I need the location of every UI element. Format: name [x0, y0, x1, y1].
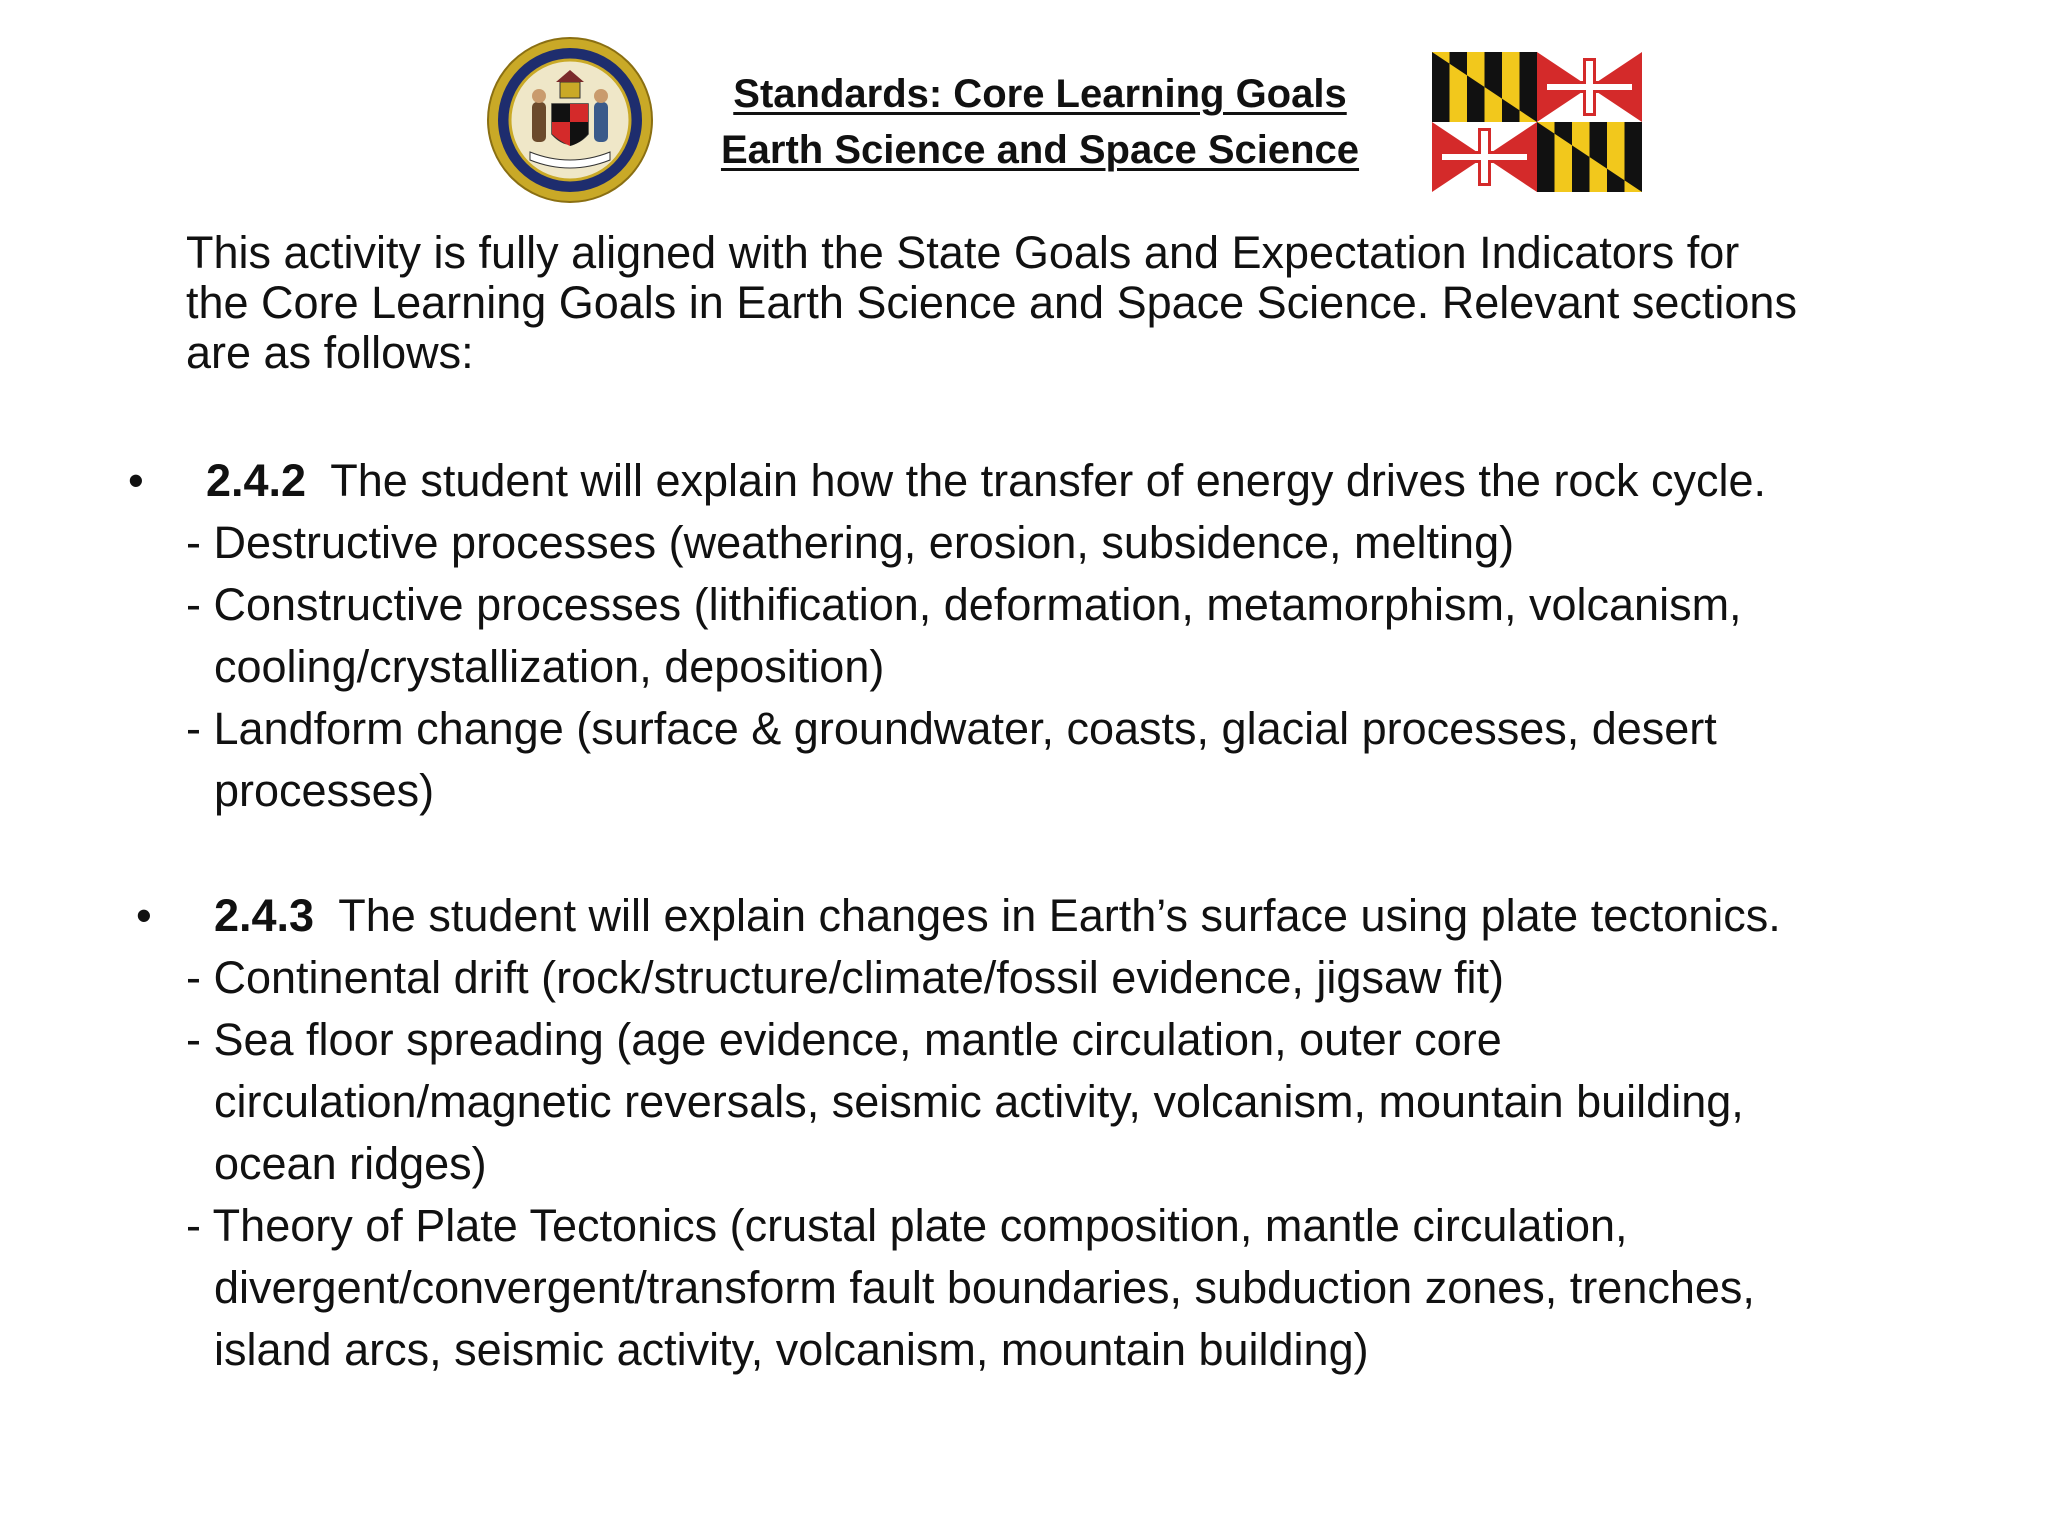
intro-line: the Core Learning Goals in Earth Science and Space Science. Relevant sections [186, 277, 1797, 328]
list-item: - Continental drift (rock/structure/climate/fossil evidence, jigsaw fit) [186, 952, 1504, 1003]
standard-statement: The student will explain how the transfer of energy drives the rock cycle. [330, 455, 1766, 506]
standard-heading [120, 885, 1920, 947]
bullet-icon: • [136, 890, 152, 941]
title-line-2: Earth Science and Space Science [720, 128, 1360, 172]
standard-heading [120, 450, 1920, 512]
title-line-1: Standards: Core Learning Goals [733, 72, 1347, 116]
intro-line: This activity is fully aligned with the State Goals and Expectation Indicators for [186, 227, 1740, 278]
list-item: - Constructive processes (lithification, deformation, metamorphism, volcanism, [186, 579, 1742, 630]
list-item: - Destructive processes (weathering, erosion, subsidence, melting) [186, 517, 1515, 568]
maryland-state-seal-icon [486, 36, 654, 204]
list-item: - Sea floor spreading (age evidence, mantle circulation, outer core [186, 1014, 1502, 1065]
standard-number: 2.4.3 [214, 890, 315, 941]
standard-2-4-2 [120, 450, 1920, 822]
intro-line: are as follows: [186, 327, 474, 378]
list-item-continuation: processes) [214, 765, 435, 816]
page-title [640, 66, 1440, 178]
list-item-continuation: ocean ridges) [214, 1138, 487, 1189]
maryland-flag-icon [1432, 52, 1642, 192]
list-item-continuation: divergent/convergent/transform fault boundaries, subduction zones, trenches, [214, 1262, 1755, 1313]
standard-statement: The student will explain changes in Earth’s surface using plate tectonics. [338, 890, 1781, 941]
list-item-continuation: cooling/crystallization, deposition) [214, 641, 885, 692]
list-item: - Theory of Plate Tectonics (crustal plate composition, mantle circulation, [186, 1200, 1628, 1251]
standard-items [120, 947, 1920, 1381]
bullet-icon: • [128, 455, 144, 506]
list-item-continuation: island arcs, seismic activity, volcanism, mountain building) [214, 1324, 1369, 1375]
list-item: - Landform change (surface & groundwater, coasts, glacial processes, desert [186, 703, 1717, 754]
standard-items [120, 512, 1920, 822]
standard-2-4-3 [120, 885, 1920, 1381]
intro-paragraph [186, 228, 1906, 378]
list-item-continuation: circulation/magnetic reversals, seismic activity, volcanism, mountain building, [214, 1076, 1744, 1127]
standard-number: 2.4.2 [206, 455, 307, 506]
